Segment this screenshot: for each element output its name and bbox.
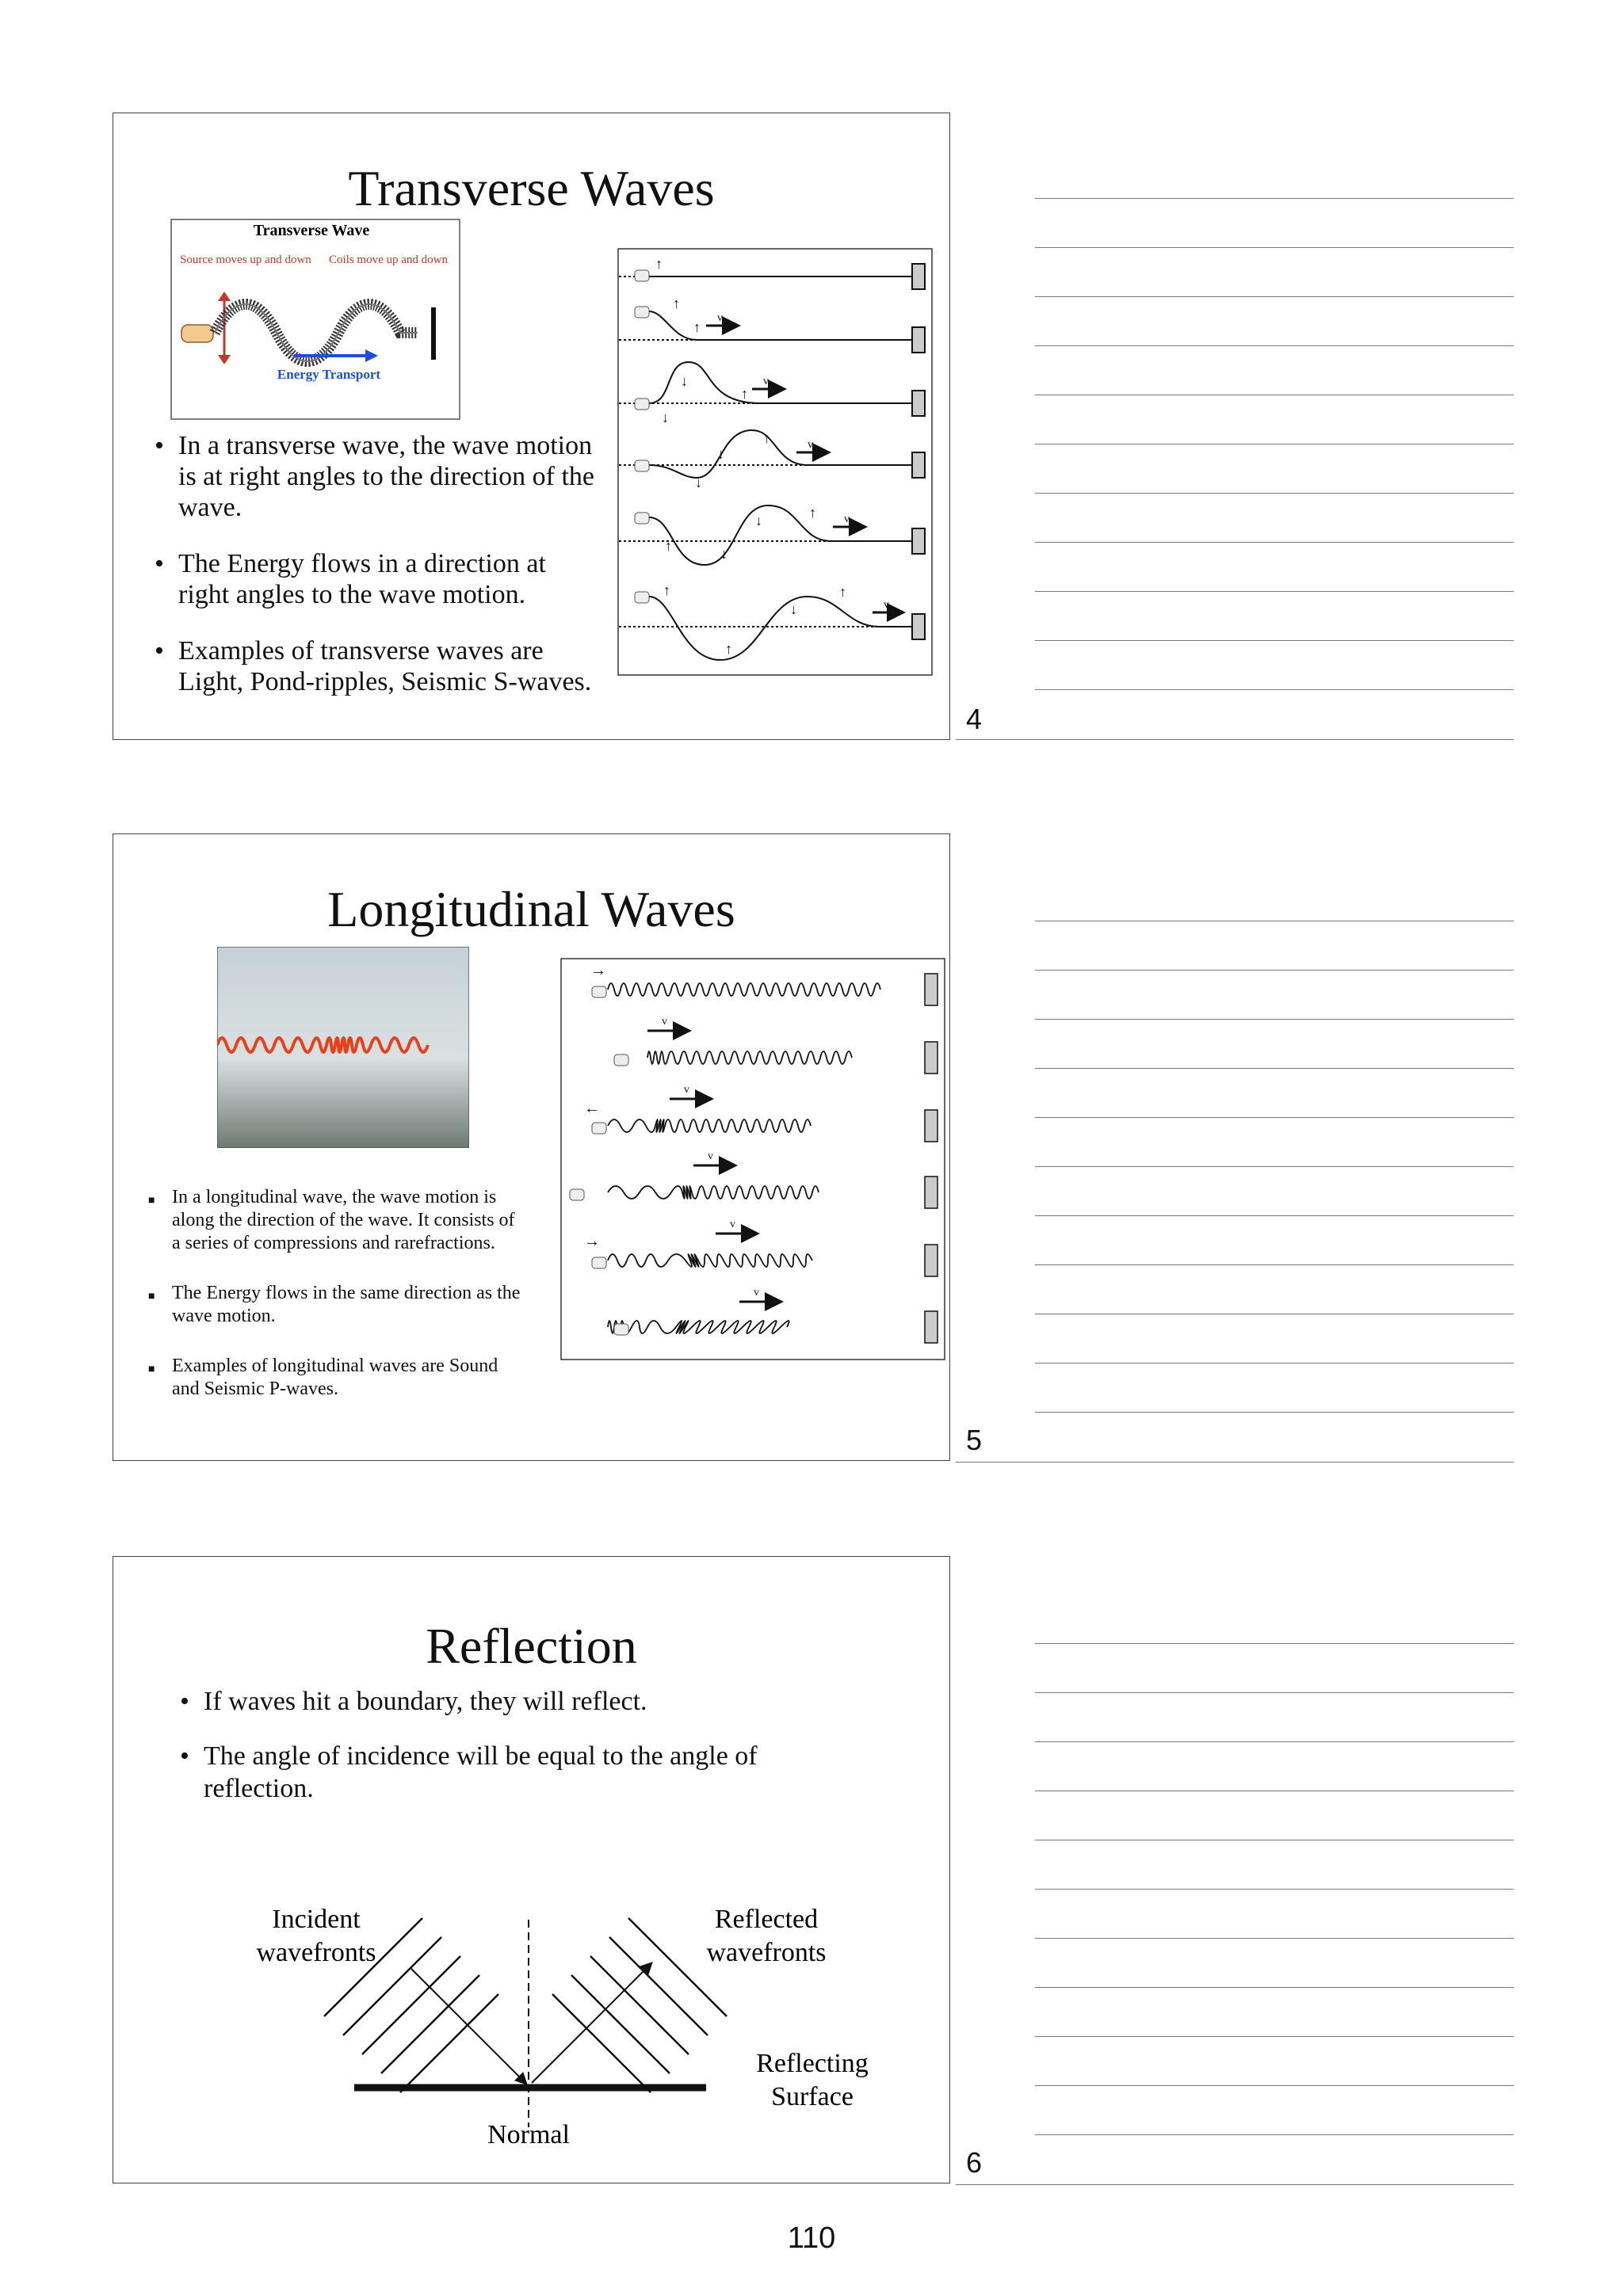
notes-line bbox=[956, 2184, 1514, 2185]
hand-icon bbox=[181, 325, 213, 342]
figure-label-source: Source moves up and down bbox=[180, 254, 311, 266]
svg-text:→: → bbox=[584, 1233, 600, 1250]
slide-title: Reflection bbox=[426, 1618, 637, 1674]
notes-line bbox=[1035, 2134, 1514, 2135]
svg-text:↑: ↑ bbox=[673, 296, 680, 311]
notes-line bbox=[1035, 640, 1514, 641]
figure-caption: Energy Transport bbox=[277, 367, 381, 382]
slide-reflection bbox=[113, 1556, 983, 2183]
notes-line bbox=[1035, 1741, 1514, 1742]
surface-label: Reflecting bbox=[756, 2049, 869, 2078]
longitudinal-sequence-diagram bbox=[560, 958, 945, 1360]
notes-line bbox=[1035, 493, 1514, 494]
slide-title: Longitudinal Waves bbox=[327, 881, 735, 937]
bullet-item: • If waves hit a boundary, they will reflect. bbox=[180, 1685, 846, 1718]
notes-line bbox=[1035, 1215, 1514, 1216]
bullet-item: ■ Examples of longitudinal waves are Sound and Seismic P-waves. bbox=[148, 1355, 521, 1401]
slinky-photo bbox=[217, 947, 469, 1148]
incident-label: Incident bbox=[272, 1905, 361, 1934]
notes-line bbox=[1035, 1692, 1514, 1693]
notes-line bbox=[1035, 198, 1514, 199]
velocity-label: v bbox=[884, 599, 889, 611]
incident-label: wavefronts bbox=[256, 1938, 376, 1967]
transverse-sequence-diagram bbox=[617, 248, 933, 676]
notes-line bbox=[1035, 1412, 1514, 1413]
bullet-item: ■ The Energy flows in the same direction as the wave motion. bbox=[148, 1282, 521, 1328]
slide-number: 5 bbox=[966, 1424, 983, 1456]
svg-text:←: ← bbox=[584, 1100, 600, 1117]
svg-text:↓: ↓ bbox=[717, 446, 724, 462]
bullet-list bbox=[148, 1186, 521, 1401]
page-number: 110 bbox=[787, 2222, 836, 2255]
notes-line bbox=[956, 739, 1514, 740]
notes-line bbox=[1035, 1264, 1514, 1265]
bullet-item: • The Energy flows in a direction at right angles to the wave motion. bbox=[155, 548, 598, 610]
notes-line bbox=[1035, 345, 1514, 346]
velocity-label: v bbox=[763, 376, 769, 387]
velocity-label: v bbox=[730, 1219, 735, 1230]
notes-line bbox=[1035, 247, 1514, 248]
notes-line bbox=[1035, 1987, 1514, 1988]
notes-line bbox=[1035, 1889, 1514, 1890]
slide-title: Transverse Waves bbox=[348, 160, 715, 216]
velocity-label: v bbox=[708, 1150, 713, 1162]
svg-text:→: → bbox=[590, 962, 606, 979]
svg-text:↓: ↓ bbox=[720, 546, 727, 562]
surface-label: Surface bbox=[771, 2082, 854, 2111]
figure-title: Transverse Wave bbox=[253, 222, 370, 239]
velocity-label: v bbox=[684, 1084, 689, 1096]
svg-text:↑: ↑ bbox=[741, 386, 748, 402]
slide-number: 6 bbox=[966, 2146, 983, 2179]
velocity-label: v bbox=[844, 513, 850, 525]
svg-text:↓: ↓ bbox=[662, 410, 669, 425]
svg-text:↑: ↑ bbox=[665, 538, 672, 554]
notes-line bbox=[1035, 1117, 1514, 1118]
velocity-label: v bbox=[662, 1016, 667, 1028]
reflection-diagram bbox=[193, 1890, 922, 2151]
svg-text:↑: ↑ bbox=[663, 582, 670, 598]
slide-number: 4 bbox=[966, 703, 983, 735]
svg-text:↑: ↑ bbox=[809, 505, 816, 521]
notes-line bbox=[956, 1462, 1514, 1463]
notes-line bbox=[1035, 1068, 1514, 1069]
svg-text:↑: ↑ bbox=[725, 641, 732, 657]
notes-line bbox=[1035, 2036, 1514, 2037]
svg-text:↑: ↑ bbox=[839, 584, 846, 600]
velocity-label: v bbox=[808, 439, 813, 451]
svg-text:↓: ↓ bbox=[681, 373, 688, 389]
reflected-label: Reflected bbox=[714, 1905, 819, 1934]
svg-text:↓: ↓ bbox=[790, 601, 797, 617]
bullet-list bbox=[155, 430, 598, 697]
svg-text:↓: ↓ bbox=[695, 475, 702, 490]
notes-line bbox=[1035, 689, 1514, 690]
svg-text:↑: ↑ bbox=[693, 319, 701, 335]
bullet-item: • The angle of incidence will be equal to the angle of reflection. bbox=[180, 1740, 846, 1805]
slide-longitudinal-waves bbox=[113, 833, 983, 1461]
svg-text:↓: ↓ bbox=[755, 513, 762, 528]
bullet-item: • Examples of transverse waves are Light, Pond-ripples, Seismic S-waves. bbox=[155, 635, 598, 697]
notes-line bbox=[1035, 2085, 1514, 2086]
notes-line bbox=[1035, 1019, 1514, 1020]
slide-transverse-waves bbox=[113, 113, 983, 740]
velocity-label: v bbox=[754, 1287, 759, 1299]
notes-line bbox=[1035, 542, 1514, 543]
figure-label-coils: Coils move up and down bbox=[329, 254, 448, 266]
normal-label: Normal bbox=[487, 2120, 570, 2149]
bullet-list bbox=[180, 1685, 846, 1805]
bullet-item: ■ In a longitudinal wave, the wave motion is along the direction of the wave. It consists of a series of compressions and rarefractions. bbox=[148, 1186, 521, 1255]
notes-line bbox=[1035, 1643, 1514, 1644]
svg-text:↑: ↑ bbox=[655, 256, 663, 272]
svg-text:↑: ↑ bbox=[763, 430, 770, 446]
velocity-label: v bbox=[717, 312, 723, 324]
transverse-wave-figure bbox=[170, 219, 460, 420]
notes-line bbox=[1035, 1166, 1514, 1167]
bullet-item: • In a transverse wave, the wave motion is at right angles to the direction of the wave. bbox=[155, 430, 598, 523]
notes-line bbox=[1035, 296, 1514, 297]
notes-line bbox=[1035, 591, 1514, 592]
reflected-label: wavefronts bbox=[706, 1938, 827, 1967]
notes-line bbox=[1035, 970, 1514, 971]
notes-line bbox=[1035, 1938, 1514, 1939]
